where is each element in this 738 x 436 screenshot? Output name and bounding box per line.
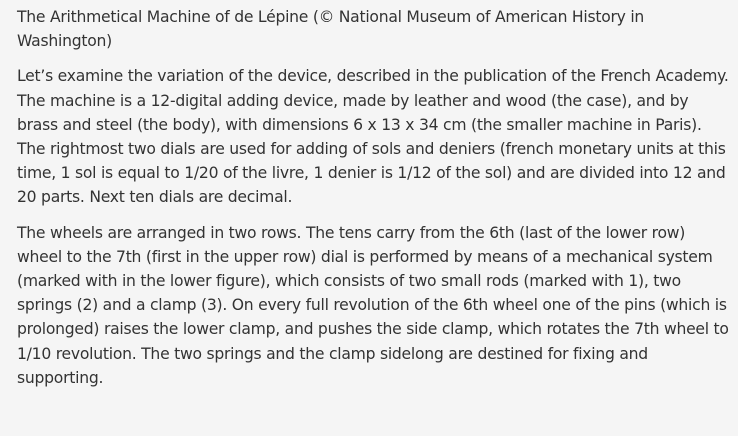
image-caption: The Arithmetical Machine of de Lépine (© National Museum of American History in Washington) [17, 8, 645, 51]
article-content [17, 5, 733, 401]
paragraph-device-description: Let’s examine the variation of the device, described in the publication of the French Academy. The machine is a 12-digital adding device, made by leather and wood (the case), and by brass and steel (the body), with dimensions 6 x 13 x 34 cm (the smaller machine in Paris). The rightmost two dials are used for adding of sols and deniers (french monetary units at this time, 1 sol is equal to 1/20 of the livre, 1 denier is 1/12 of the sol) and are divided into 12 and 20 parts. Next ten dials are decimal. [17, 67, 729, 207]
paragraph-wheel-mechanism: The wheels are arranged in two rows. The tens carry from the 6th (last of the lower row) wheel to the 7th (first in the upper row) dial is performed by means of a mechanical system (marked with in the lower figure), which consists of two small rods (marked with 1), two springs (2) and a clamp (3). On every full revolution of the 6th wheel one of the pins (which is prolonged) raises the lower clamp, and pushes the side clamp, which rotates the 7th wheel to 1/10 revolution. The two springs and the clamp sidelong are destined for fixing and supporting. [17, 223, 729, 387]
